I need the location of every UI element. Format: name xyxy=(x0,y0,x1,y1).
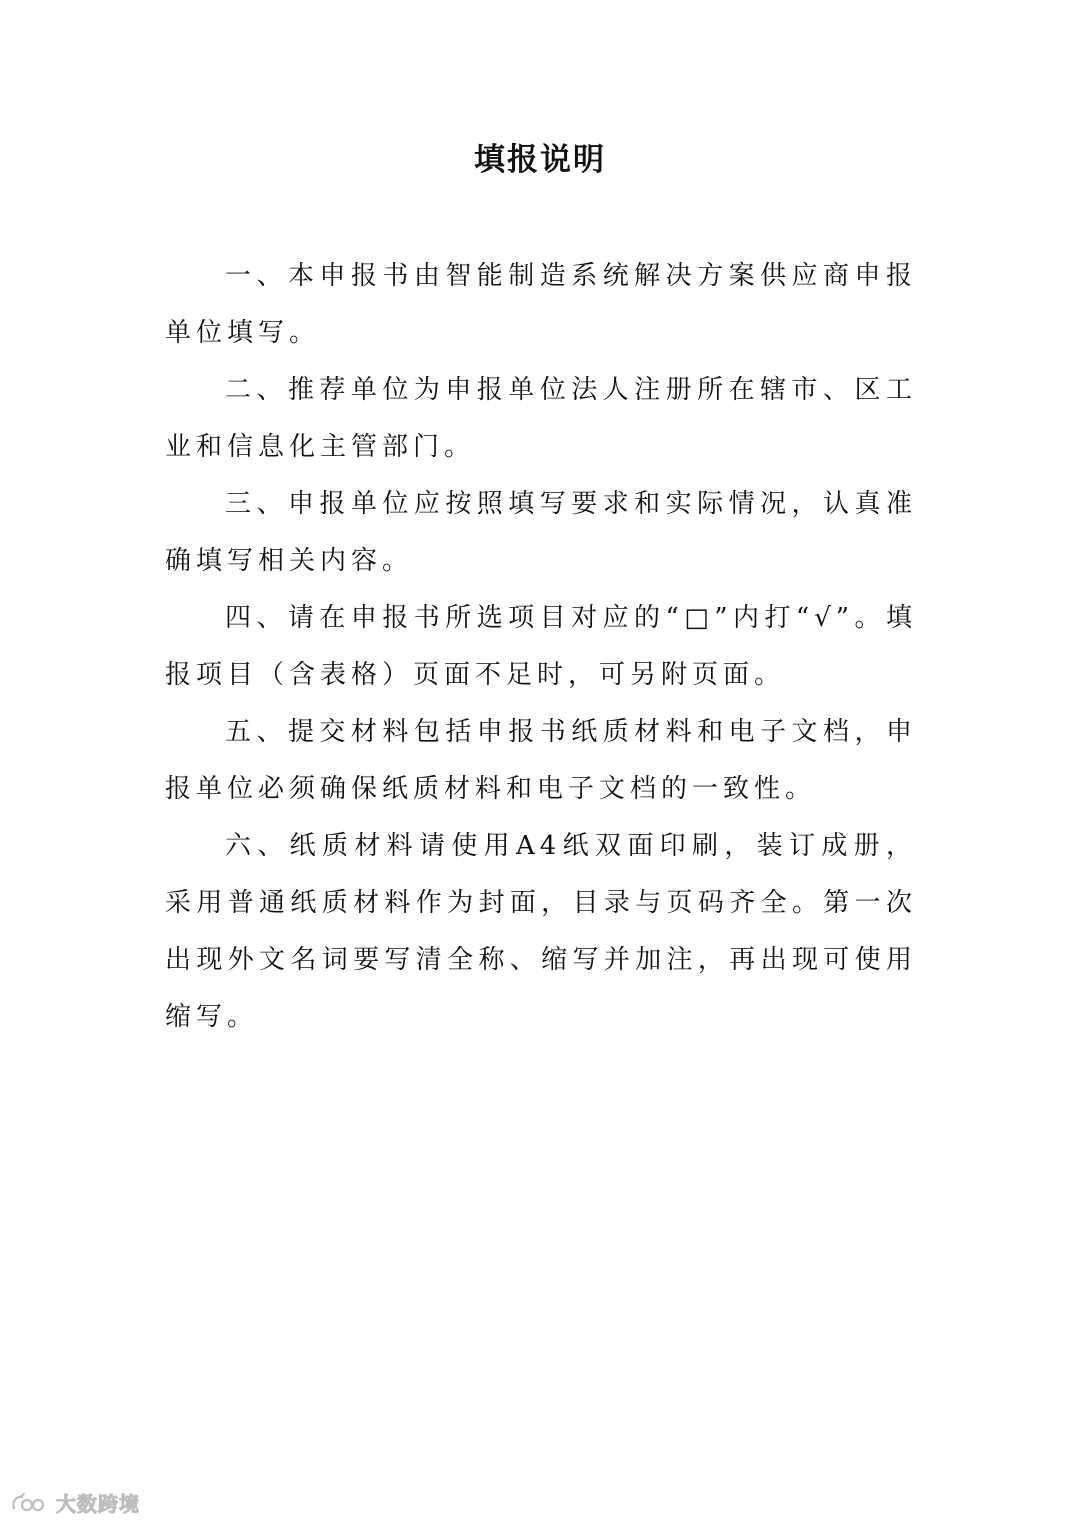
instruction-paragraph-1: 一、本申报书由智能制造系统解决方案供应商申报单位填写。 xyxy=(165,261,917,348)
brand-logo-icon xyxy=(10,1492,50,1514)
page-title: 填报说明 xyxy=(474,142,606,178)
instruction-paragraph-3: 三、申报单位应按照填写要求和实际情况，认真准确填写相关内容。 xyxy=(165,489,917,576)
watermark-text: 大数跨境 xyxy=(56,1492,140,1516)
instruction-paragraph-6: 六、纸质材料请使用A4纸双面印刷，装订成册，采用普通纸质材料作为封面，目录与页码齐全。第一次出现外文名词要写清全称、缩写并加注，再出现可使用缩写。 xyxy=(165,831,917,1032)
watermark xyxy=(10,1488,140,1517)
instruction-paragraph-5: 五、提交材料包括申报书纸质材料和电子文档，申报单位必须确保纸质材料和电子文档的一致性。 xyxy=(165,717,917,804)
instructions-body xyxy=(165,248,917,1046)
instruction-paragraph-2: 二、推荐单位为申报单位法人注册所在辖市、区工业和信息化主管部门。 xyxy=(165,375,917,462)
instruction-paragraph-4: 四、请在申报书所选项目对应的“□”内打“√”。填报项目（含表格）页面不足时，可另附页面。 xyxy=(165,603,917,690)
